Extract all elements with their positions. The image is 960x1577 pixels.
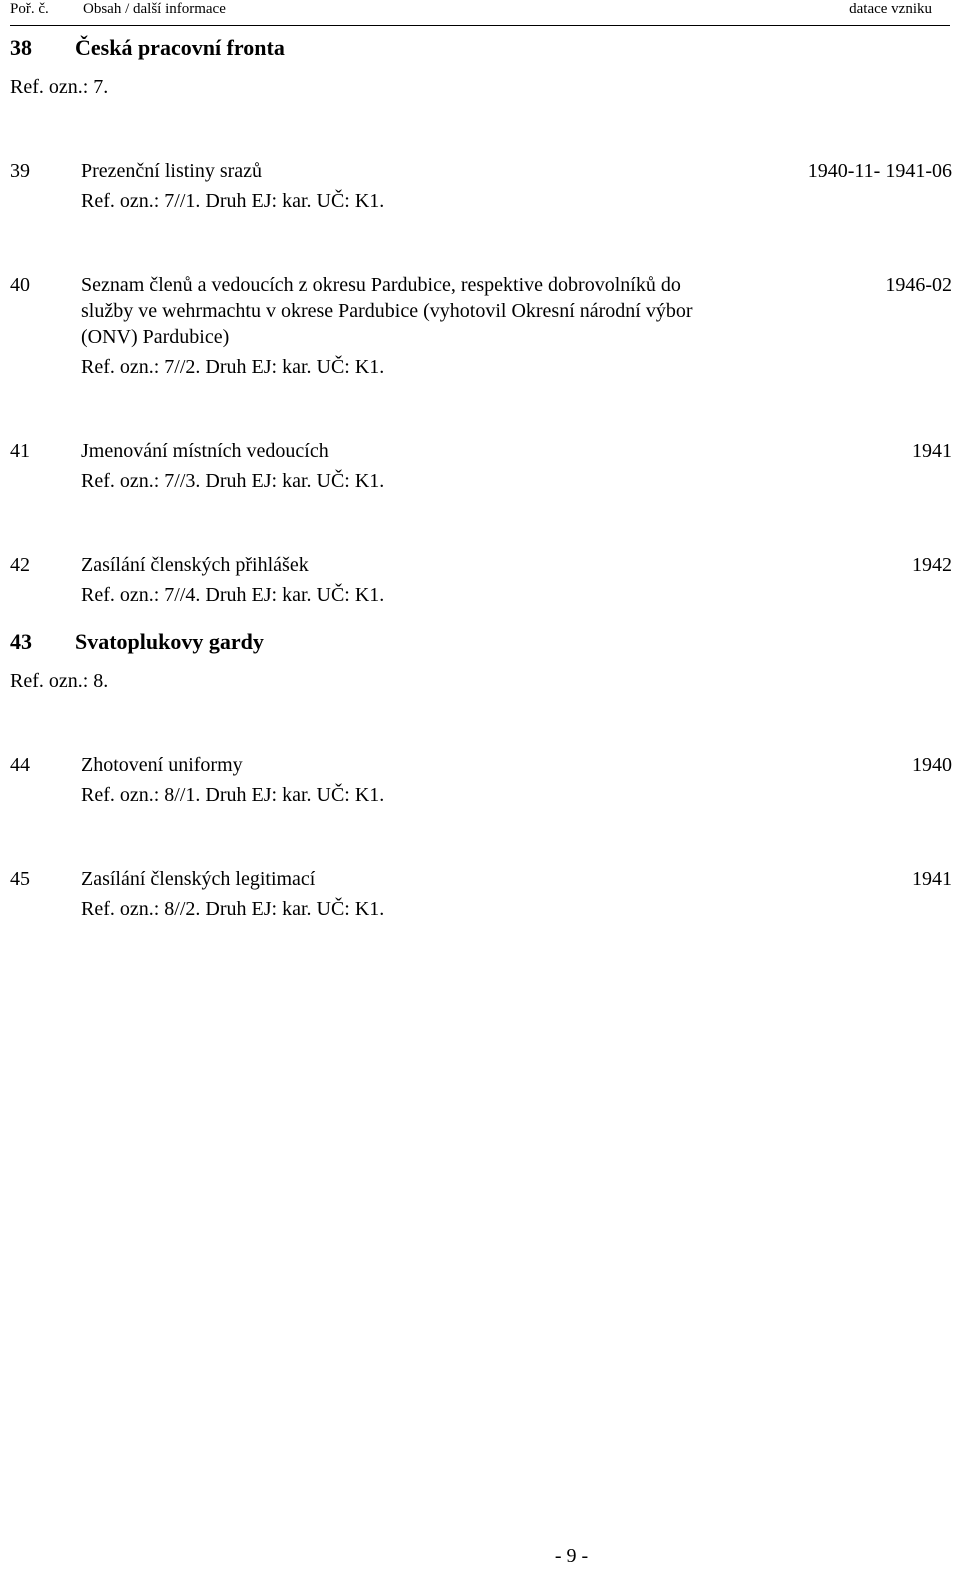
item-title: Zhotovení uniformy (81, 754, 243, 776)
item-number: 42 (10, 554, 30, 576)
item-date: 1942 (912, 554, 952, 576)
item-number: 40 (10, 274, 30, 296)
item-title: Jmenování místních vedoucích (81, 440, 329, 462)
item-title: Prezenční listiny srazů (81, 160, 263, 182)
item-ref: Ref. ozn.: 8//2. Druh EJ: kar. UČ: K1. (81, 898, 385, 920)
item-title: Zasílání členských přihlášek (81, 554, 309, 576)
item-date: 1946-02 (885, 274, 952, 296)
header-content-column: Obsah / další informace (83, 1, 226, 17)
item-ref: Ref. ozn.: 7//4. Druh EJ: kar. UČ: K1. (81, 584, 385, 606)
header-number-column: Poř. č. (10, 1, 49, 17)
item-number: 41 (10, 440, 30, 462)
item-title: Seznam členů a vedoucích z okresu Pardubice, respektive dobrovolníků do služby ve wehrmachtu v okrese Pardubice (vyhotovil Okresní národní výbor (ONV) Pardubice) (81, 274, 693, 348)
item-date: 1941 (912, 868, 952, 890)
item-date: 1940 (912, 754, 952, 776)
group-number: 38 (10, 35, 32, 60)
table-header (10, 0, 950, 26)
group-title: Česká pracovní fronta (75, 35, 285, 60)
item-ref: Ref. ozn.: 7//2. Druh EJ: kar. UČ: K1. (81, 356, 385, 378)
item-title: Zasílání členských legitimací (81, 868, 316, 890)
page-number: - 9 - (554, 1545, 589, 1567)
item-date: 1941 (912, 440, 952, 462)
item-ref: Ref. ozn.: 7//1. Druh EJ: kar. UČ: K1. (81, 190, 385, 212)
header-date-column: datace vzniku (849, 1, 932, 17)
item-number: 39 (10, 160, 30, 182)
group-number: 43 (10, 629, 32, 654)
item-date: 1940-11- 1941-06 (807, 160, 952, 182)
item-number: 44 (10, 754, 30, 776)
item-ref: Ref. ozn.: 8//1. Druh EJ: kar. UČ: K1. (81, 784, 385, 806)
group-ref-38: Ref. ozn.: 7. (10, 76, 109, 98)
group-ref-43: Ref. ozn.: 8. (10, 670, 109, 692)
group-title: Svatoplukovy gardy (75, 629, 264, 654)
item-ref: Ref. ozn.: 7//3. Druh EJ: kar. UČ: K1. (81, 470, 385, 492)
item-number: 45 (10, 868, 30, 890)
